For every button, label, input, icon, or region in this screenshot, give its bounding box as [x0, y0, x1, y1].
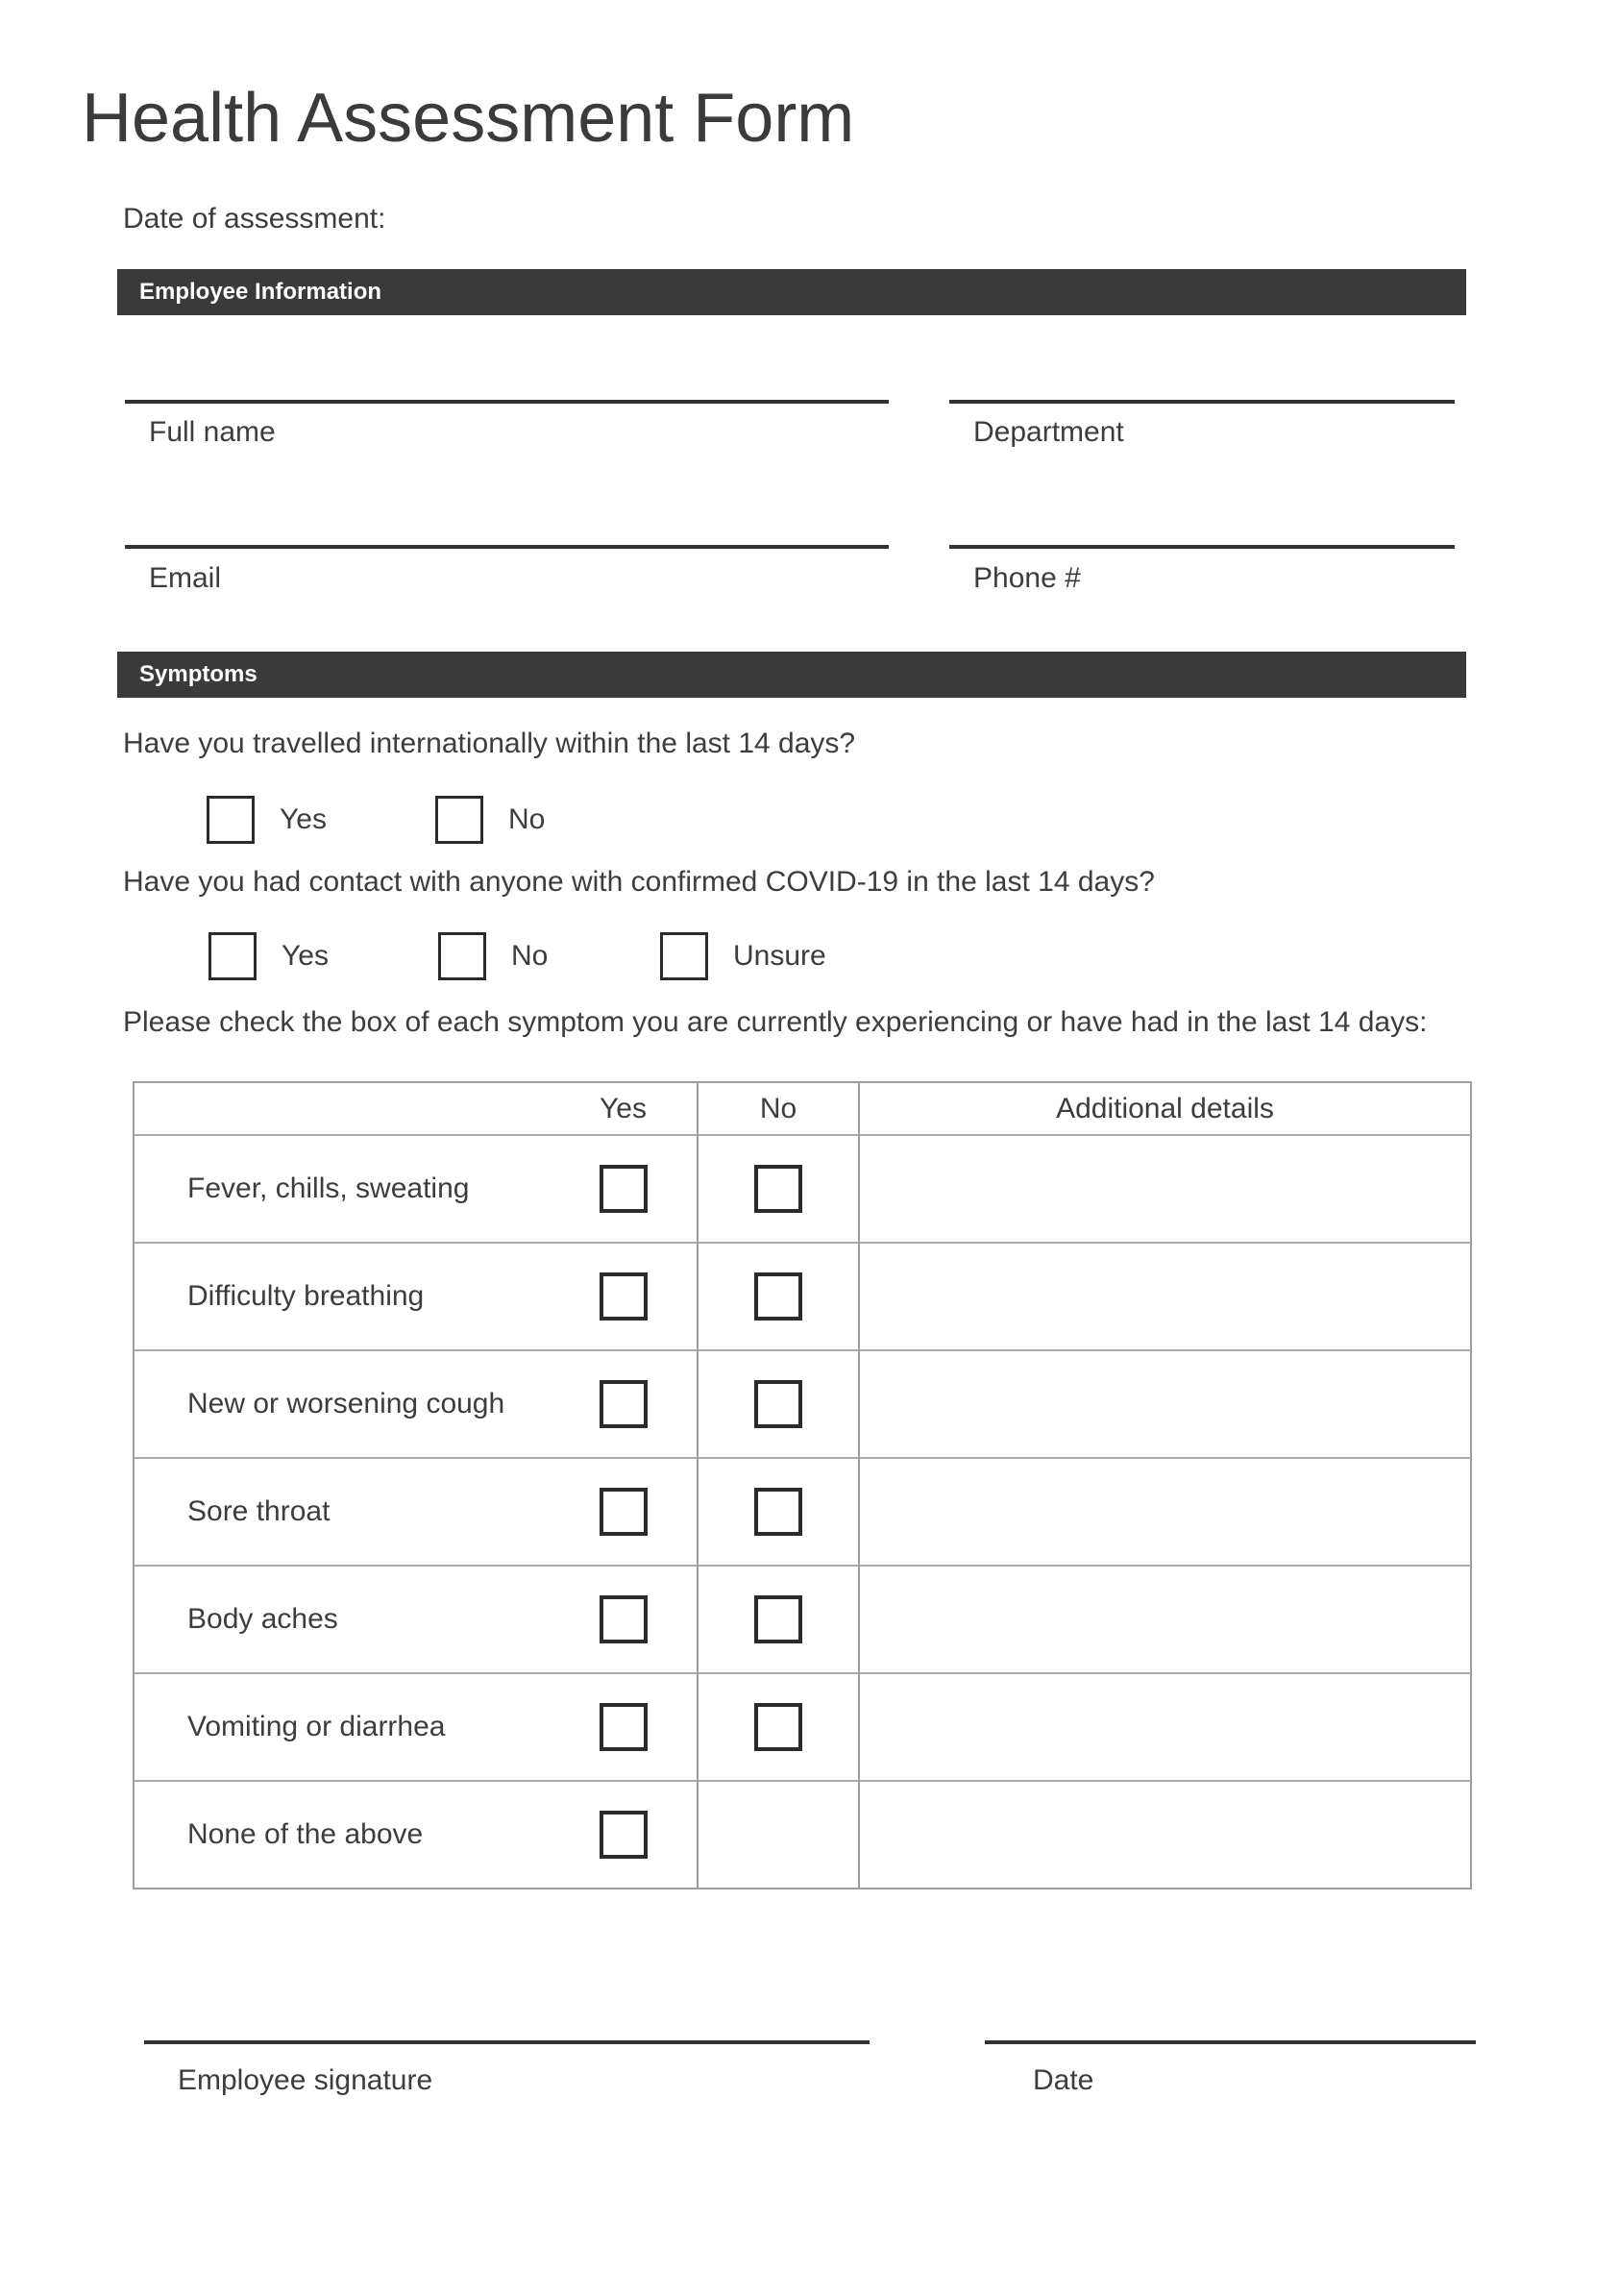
page-title: Health Assessment Form	[82, 80, 855, 157]
yes-column-header: Yes	[600, 1092, 647, 1124]
breathing-details-cell[interactable]	[858, 1242, 1470, 1349]
contact-no-option	[438, 932, 548, 980]
sore-throat-yes-checkbox[interactable]	[600, 1488, 648, 1536]
breathing-yes-cell	[550, 1242, 697, 1349]
body-aches-no-checkbox[interactable]	[754, 1595, 802, 1643]
cough-no-checkbox[interactable]	[754, 1380, 802, 1428]
body-aches-no-cell	[697, 1565, 858, 1672]
symptoms-table	[133, 1081, 1472, 1889]
fever-no-checkbox[interactable]	[754, 1165, 802, 1213]
sore-throat-yes-cell	[550, 1457, 697, 1565]
full-name-label: Full name	[149, 416, 276, 448]
symptom-table-intro: Please check the box of each symptom you are currently experiencing or have had in the last 14 days:	[123, 1006, 1428, 1038]
cough-details-cell[interactable]	[858, 1349, 1470, 1457]
department-label: Department	[973, 416, 1124, 448]
contact-unsure-label: Unsure	[733, 940, 826, 972]
contact-unsure-checkbox[interactable]	[660, 932, 708, 980]
body-aches-yes-checkbox[interactable]	[600, 1595, 648, 1643]
cough-symptom-label: New or worsening cough	[135, 1349, 550, 1457]
vomiting-yes-checkbox[interactable]	[600, 1703, 648, 1751]
travel-yes-label: Yes	[280, 803, 327, 835]
contact-unsure-option	[660, 932, 826, 980]
breathing-no-checkbox[interactable]	[754, 1272, 802, 1321]
email-field-line[interactable]	[125, 545, 889, 549]
contact-no-checkbox[interactable]	[438, 932, 486, 980]
breathing-yes-checkbox[interactable]	[600, 1272, 648, 1321]
travel-question-text: Have you travelled internationally within the last 14 days?	[123, 728, 856, 759]
contact-yes-checkbox[interactable]	[208, 932, 257, 980]
travel-yes-option	[207, 796, 327, 844]
symptom-column-header	[135, 1083, 550, 1134]
travel-yes-checkbox[interactable]	[207, 796, 255, 844]
fever-details-cell[interactable]	[858, 1134, 1470, 1242]
sore-throat-no-checkbox[interactable]	[754, 1488, 802, 1536]
employee-information-header-label: Employee Information	[139, 279, 382, 305]
phone-field-line[interactable]	[949, 545, 1455, 549]
contact-no-label: No	[511, 940, 549, 972]
sore-throat-no-cell	[697, 1457, 858, 1565]
department-field-line[interactable]	[949, 400, 1455, 404]
contact-yes-label: Yes	[282, 940, 329, 972]
breathing-no-cell	[697, 1242, 858, 1349]
employee-information-section-header	[117, 269, 1466, 315]
full-name-field-line[interactable]	[125, 400, 889, 404]
contact-yes-option	[208, 932, 329, 980]
none-symptom-label: None of the above	[135, 1780, 550, 1888]
vomiting-details-cell[interactable]	[858, 1672, 1470, 1780]
none-yes-cell	[550, 1780, 697, 1888]
travel-no-option	[435, 796, 545, 844]
cough-yes-cell	[550, 1349, 697, 1457]
cough-no-cell	[697, 1349, 858, 1457]
sore-throat-symptom-label: Sore throat	[135, 1457, 550, 1565]
body-aches-symptom-label: Body aches	[135, 1565, 550, 1672]
none-details-cell[interactable]	[858, 1780, 1470, 1888]
cough-yes-checkbox[interactable]	[600, 1380, 648, 1428]
sore-throat-details-cell[interactable]	[858, 1457, 1470, 1565]
symptoms-section-header	[117, 652, 1466, 698]
fever-symptom-label: Fever, chills, sweating	[135, 1134, 550, 1242]
travel-no-checkbox[interactable]	[435, 796, 483, 844]
symptoms-header-label: Symptoms	[139, 661, 257, 687]
body-aches-details-cell[interactable]	[858, 1565, 1470, 1672]
fever-yes-checkbox[interactable]	[600, 1165, 648, 1213]
vomiting-no-checkbox[interactable]	[754, 1703, 802, 1751]
fever-yes-cell	[550, 1134, 697, 1242]
breathing-symptom-label: Difficulty breathing	[135, 1242, 550, 1349]
vomiting-symptom-label: Vomiting or diarrhea	[135, 1672, 550, 1780]
signature-date-field-line[interactable]	[985, 2040, 1476, 2044]
details-column-header: Additional details	[858, 1083, 1470, 1134]
no-column-header: No	[697, 1083, 858, 1134]
signature-date-label: Date	[1033, 2064, 1094, 2096]
employee-signature-field-line[interactable]	[144, 2040, 870, 2044]
phone-label: Phone #	[973, 562, 1081, 594]
employee-signature-label: Employee signature	[178, 2064, 433, 2096]
none-yes-checkbox[interactable]	[600, 1811, 648, 1859]
fever-no-cell	[697, 1134, 858, 1242]
contact-question-text: Have you had contact with anyone with confirmed COVID-19 in the last 14 days?	[123, 866, 1155, 898]
vomiting-yes-cell	[550, 1672, 697, 1780]
travel-no-label: No	[508, 803, 546, 835]
none-no-cell	[697, 1780, 858, 1888]
vomiting-no-cell	[697, 1672, 858, 1780]
date-of-assessment-label: Date of assessment:	[123, 203, 386, 235]
email-label: Email	[149, 562, 222, 594]
body-aches-yes-cell	[550, 1565, 697, 1672]
